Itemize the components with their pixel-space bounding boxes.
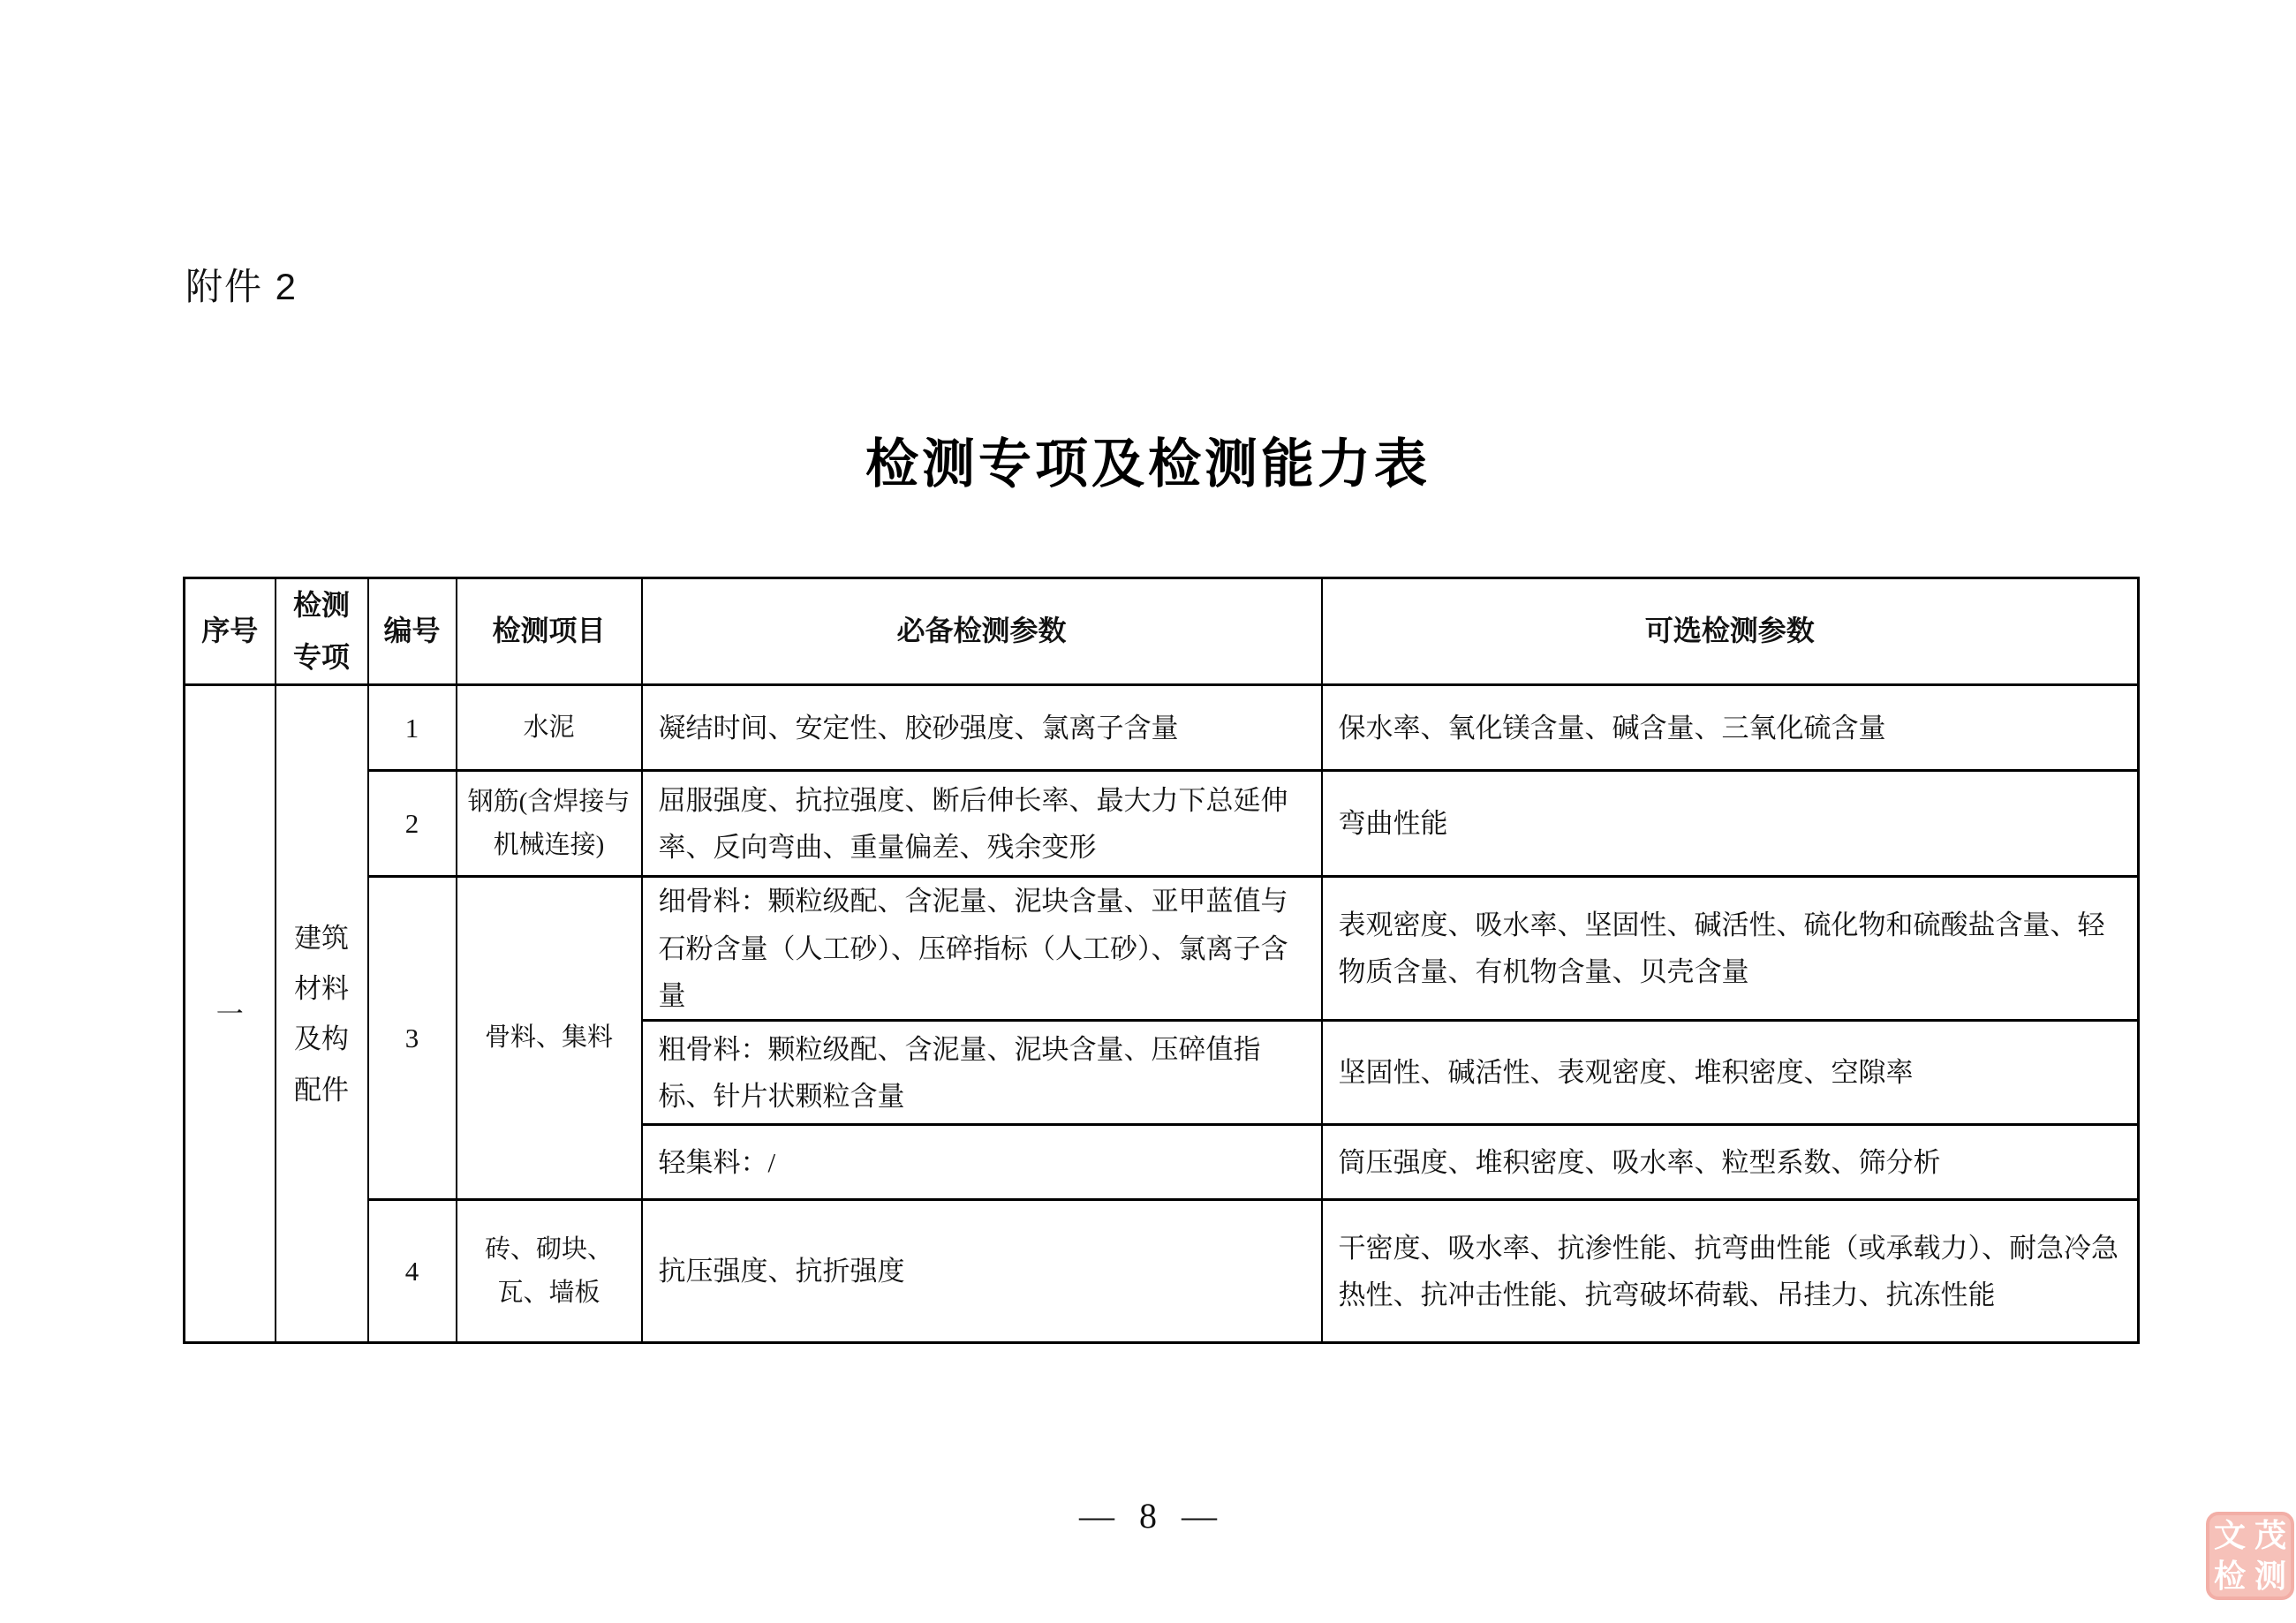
table-row-rebar [185, 771, 2139, 877]
cell-required-params: 轻集料：/ [642, 1125, 1322, 1200]
col-header-optional-params [1322, 578, 2139, 685]
capability-table [183, 577, 2140, 1344]
stamp-char: 茂 [2254, 1517, 2286, 1553]
cell-required-params: 屈服强度、抗拉强度、断后伸长率、最大力下总延伸率、反向弯曲、重量偏差、残余变形 [642, 771, 1322, 877]
page-title: 检测专项及检测能力表 [865, 434, 1431, 494]
cell-optional-params: 筒压强度、堆积密度、吸水率、粒型系数、筛分析 [1322, 1125, 2139, 1200]
cell-optional-params: 弯曲性能 [1322, 771, 2139, 877]
col-header-required-params [642, 578, 1322, 685]
table-row-aggregate-fine [185, 877, 2139, 1021]
col-header-specialty-label: 检测专项 [292, 589, 350, 674]
page-number: — 8 — [1079, 1496, 1217, 1536]
cell-item: 砖、砌块、瓦、墙板 [457, 1200, 642, 1343]
cell-required-params: 凝结时间、安定性、胶砂强度、氯离子含量 [642, 685, 1322, 771]
col-header-index [185, 578, 276, 685]
cell-optional-params: 表观密度、吸水率、坚固性、碱活性、硫化物和硫酸盐含量、轻物质含量、有机物含量、贝壳含量 [1322, 877, 2139, 1021]
cell-group-specialty [276, 685, 368, 1343]
cell-required-params: 粗骨料：颗粒级配、含泥量、泥块含量、压碎值指标、针片状颗粒含量 [642, 1021, 1322, 1125]
table-row-cement [185, 685, 2139, 771]
cell-number: 4 [368, 1200, 457, 1343]
col-header-index-label: 序号 [201, 615, 259, 647]
table-header-row [185, 578, 2139, 685]
cell-required-params: 细骨料：颗粒级配、含泥量、泥块含量、亚甲蓝值与石粉含量（人工砂）、压碎指标（人工砂）、氯离子含量 [642, 877, 1322, 1021]
col-header-number-label: 编号 [383, 615, 441, 647]
col-header-specialty [276, 578, 368, 685]
col-header-required-params-label: 必备检测参数 [896, 615, 1067, 647]
watermark-stamp [2206, 1512, 2294, 1600]
table-row-brick [185, 1200, 2139, 1343]
cell-group-specialty-label: 建筑材料及构配件 [294, 922, 349, 1106]
col-header-item-label: 检测项目 [492, 615, 606, 647]
stamp-char: 检 [2213, 1558, 2246, 1594]
cell-number: 1 [368, 685, 457, 771]
cell-number: 3 [368, 877, 457, 1200]
cell-optional-params: 保水率、氧化镁含量、碱含量、三氧化硫含量 [1322, 685, 2139, 771]
cell-item: 骨料、集料 [457, 877, 642, 1200]
cell-group-index: 一 [185, 685, 276, 1343]
col-header-optional-params-label: 可选检测参数 [1644, 615, 1815, 647]
cell-number: 2 [368, 771, 457, 877]
cell-item: 水泥 [457, 685, 642, 771]
col-header-number [368, 578, 457, 685]
stamp-char: 测 [2254, 1558, 2286, 1594]
attachment-label: 附件 2 [185, 266, 298, 307]
stamp-char: 文 [2213, 1517, 2246, 1553]
cell-optional-params: 坚固性、碱活性、表观密度、堆积密度、空隙率 [1322, 1021, 2139, 1125]
cell-required-params: 抗压强度、抗折强度 [642, 1200, 1322, 1343]
cell-optional-params: 干密度、吸水率、抗渗性能、抗弯曲性能（或承载力）、耐急冷急热性、抗冲击性能、抗弯破坏荷载、吊挂力、抗冻性能 [1322, 1200, 2139, 1343]
cell-item: 钢筋(含焊接与机械连接) [457, 771, 642, 877]
col-header-item [457, 578, 642, 685]
